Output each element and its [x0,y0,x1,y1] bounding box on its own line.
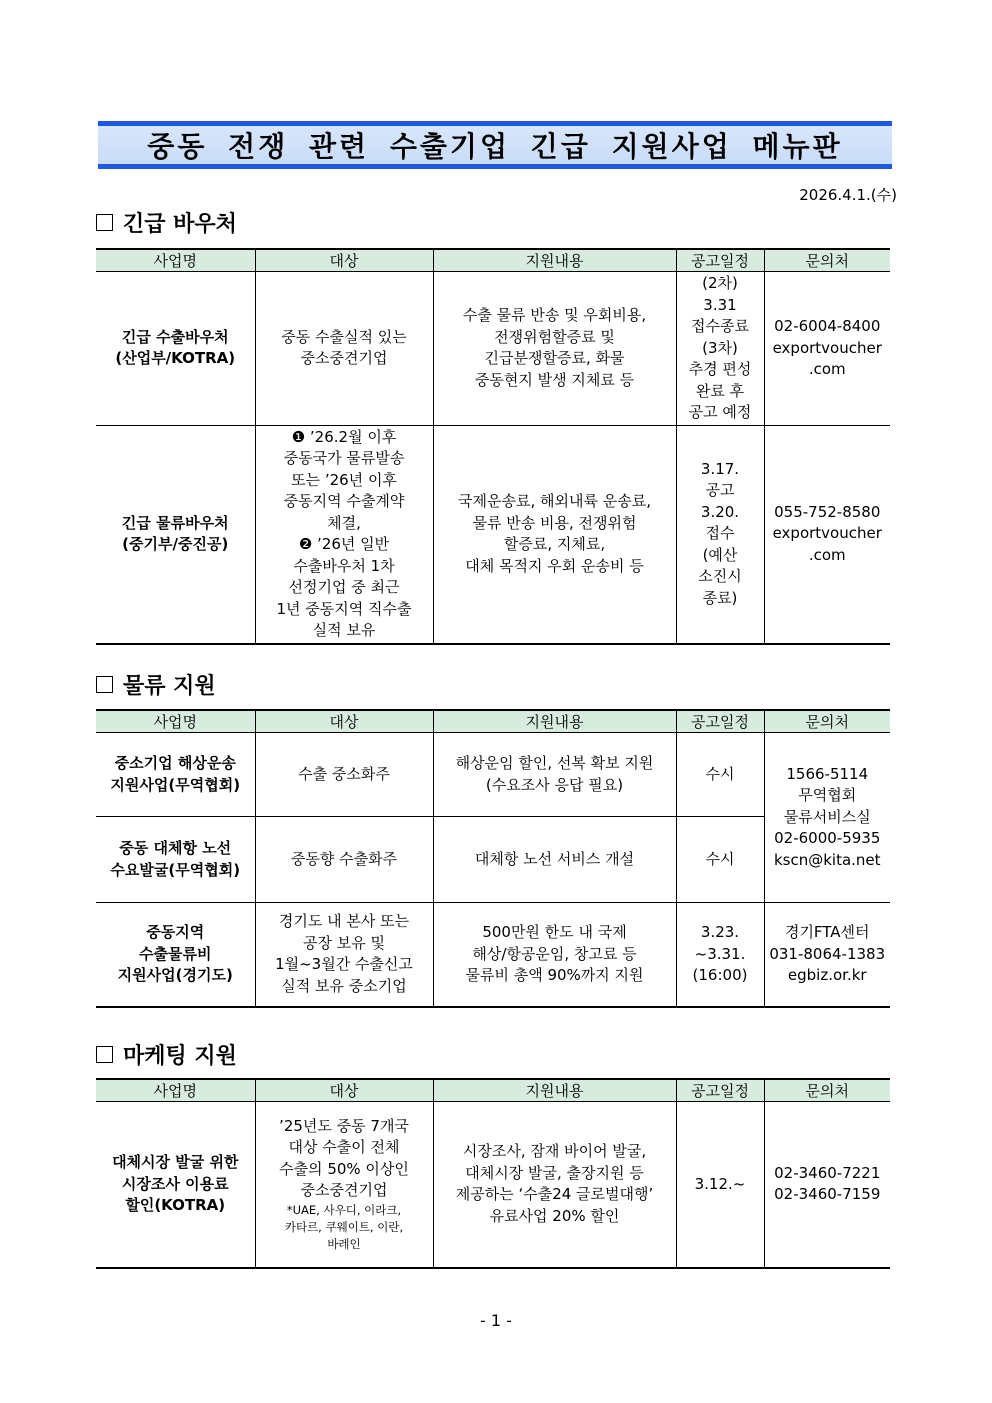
cell-line: 02-6004-8400 [774,317,881,335]
cell-line: 물류서비스실 [783,807,871,826]
cell-line: 물류 반송 비용, 전쟁위험 [472,513,637,532]
section-title: 물류 지원 [123,674,216,699]
cell-line: 031-8064-1383 [769,944,886,963]
cell-line: 공고 [705,481,735,500]
table-row [96,1102,890,1268]
section-title: 마케팅 지원 [123,1044,237,1069]
cell-line: 1566-5114 [786,764,869,783]
cell-line: 긴급분쟁할증료, 화물 [484,349,625,368]
cell-line: 선정기업 중 최근 [288,578,400,596]
section-heading-marketing [96,1039,237,1070]
header-schedule: 공고일정 [676,1079,764,1102]
cell-line: 종료) [702,588,738,607]
cell-line: 완료 후 [695,381,745,400]
cell-line: .com [808,360,846,378]
cell-contact [764,733,890,903]
cell-line: *UAE, 사우디, 이라크, [286,1202,402,1217]
cell-line: 대상 수출이 전체 [288,1138,400,1157]
cell-line: 전쟁위험할증료 및 [494,327,615,346]
cell-line: 3.17. [700,459,740,478]
cell-line: 수출물류비 [139,944,212,963]
cell-line: (16:00) [692,966,748,984]
cell-name [96,903,255,1007]
header-target: 대상 [255,249,433,272]
header-name: 사업명 [96,249,255,272]
cell-line: 500만원 한도 내 국제 [482,923,627,941]
cell-line: (예산 [702,545,738,564]
header-name: 사업명 [96,1079,255,1102]
cell-content [433,903,676,1007]
cell-line: 중동 대체항 노선 [119,839,232,857]
cell-line: 수출바우처 1차 [293,556,395,575]
cell-line: 제공하는 ‘수출24 글로벌대행’ [455,1185,654,1204]
cell-line: 02-3460-7159 [774,1185,881,1204]
cell-contact [764,425,890,644]
cell-line: .com [808,545,846,564]
page-title: 중동 전쟁 관련 수출기업 긴급 지원사업 메뉴판 [147,130,843,163]
table-row [96,903,890,1007]
cell-schedule [676,733,764,817]
cell-name [96,817,255,903]
cell-line: 시장조사, 잠재 바이어 발굴, [462,1142,647,1161]
header-contact: 문의처 [764,710,890,733]
cell-line: 할인(KOTRA) [125,1196,226,1214]
cell-line: 긴급 수출바우처 [121,327,229,346]
cell-line: 긴급 물류바우처 [121,513,229,532]
header-target: 대상 [255,1079,433,1102]
cell-line: 대체 목적지 우회 운송비 등 [465,556,644,575]
cell-line: 실적 보유 [312,621,376,639]
cell-line: 수출 중소화주 [298,764,390,783]
cell-line: 접수 [705,524,735,543]
cell-content [433,733,676,817]
header-content: 지원내용 [433,710,676,733]
cell-line: 경기FTA센터 [784,923,870,941]
cell-line: 물류비 총액 90%까지 지원 [465,966,644,984]
cell-line: 수시 [705,764,735,783]
cell-target [255,272,433,426]
cell-line: (중기부/중진공) [122,535,229,553]
cell-line: (2차) [702,274,738,292]
cell-content [433,272,676,426]
cell-line: 해상운임 할인, 선복 확보 지원 [455,754,654,772]
cell-line: 무역협회 [798,786,857,805]
header-contact: 문의처 [764,249,890,272]
section-heading-logistics [96,669,216,700]
cell-line: ❷ ’26년 일반 [298,535,390,553]
cell-line: 3.31 [703,295,737,314]
cell-target [255,733,433,817]
cell-line: 중소기업 해상운송 [114,754,236,772]
cell-line: 유료사업 20% 할인 [489,1206,620,1225]
cell-contact [764,272,890,426]
cell-line: 소진시 [698,567,742,586]
section-heading-urgent-voucher [96,207,237,238]
cell-line: 중동지역 수출계약 [283,492,405,510]
cell-line: 중동 수출실적 있는 [281,327,407,346]
header-schedule: 공고일정 [676,249,764,272]
cell-line: 대체시장 발굴 위한 [112,1153,239,1171]
cell-line: 02-6000-5935 [774,829,881,848]
cell-target [255,425,433,644]
page-number: - 1 - [480,1311,512,1330]
header-schedule: 공고일정 [676,710,764,733]
cell-line: 바레인 [327,1236,361,1251]
table-row [96,733,890,817]
header-content: 지원내용 [433,249,676,272]
table-row [96,425,890,644]
title-banner [98,121,892,169]
cell-line: 3.23. [700,923,740,941]
cell-schedule [676,425,764,644]
checkbox-square-icon [96,676,113,693]
cell-line: 국제운송료, 해외내륙 운송료, [458,492,651,510]
cell-line: 중동향 수출화주 [290,849,398,868]
cell-line: 중동국가 물류발송 [283,449,405,467]
target-main [259,1116,430,1202]
cell-line: 중소중견기업 [300,349,388,368]
table-header-row [96,710,890,733]
cell-line: 수요발굴(무역협회) [110,860,241,879]
cell-line: ’25년도 중동 7개국 [279,1116,409,1135]
cell-content [433,817,676,903]
cell-content [433,1102,676,1268]
cell-contact [764,903,890,1007]
cell-target [255,1102,433,1268]
cell-line: ❶ ’26.2월 이후 [291,427,397,446]
cell-line: 중동현지 발생 지체료 등 [474,370,635,389]
cell-line: 추경 편성 [688,360,752,378]
header-target: 대상 [255,710,433,733]
cell-line: (산업부/KOTRA) [115,349,236,368]
cell-schedule [676,817,764,903]
cell-line: 시장조사 이용료 [121,1174,229,1193]
cell-line: 055-752-8580 [774,502,881,521]
cell-content [433,425,676,644]
cell-line: 수출의 50% 이상인 [279,1159,409,1178]
section-title: 긴급 바우처 [123,212,237,237]
table-row [96,272,890,426]
cell-line: 1월~3월간 수출신고 [275,955,413,974]
cell-line: 대체항 노선 서비스 개설 [474,849,635,868]
cell-line: (3차) [702,338,738,357]
table-marketing [96,1078,890,1269]
cell-line: ~3.31. [694,944,746,963]
cell-line: 02-3460-7221 [774,1163,881,1182]
cell-name [96,425,255,644]
cell-target [255,817,433,903]
cell-line: 지원사업(무역협회) [110,775,241,794]
cell-contact [764,1102,890,1268]
checkbox-square-icon [96,214,113,231]
cell-schedule [676,272,764,426]
cell-line: 중소중견기업 [300,1181,388,1200]
cell-line: 3.12.~ [694,1174,746,1193]
cell-line: egbiz.or.kr [787,966,867,984]
cell-line: 실적 보유 중소기업 [281,976,407,995]
table-logistics [96,709,890,1008]
cell-schedule [676,903,764,1007]
header-contact: 문의처 [764,1079,890,1102]
cell-line: 해상/항공운임, 창고료 등 [472,944,637,963]
cell-line: 중동지역 [146,923,205,941]
cell-line: 수시 [705,849,735,868]
cell-name [96,1102,255,1268]
cell-line: 카타르, 쿠웨이트, 이란, [284,1219,404,1234]
cell-target [255,903,433,1007]
document-date: 2026.4.1.(수) [799,186,897,204]
table-header-row [96,249,890,272]
cell-schedule [676,1102,764,1268]
cell-line: exportvoucher [772,338,882,357]
cell-line: 수출 물류 반송 및 우회비용, [462,306,647,325]
cell-name [96,733,255,817]
header-name: 사업명 [96,710,255,733]
cell-line: exportvoucher [772,524,882,543]
cell-line: 1년 중동지역 직수출 [276,599,412,618]
cell-line: 또는 ’26년 이후 [291,470,397,489]
cell-line: 경기도 내 본사 또는 [278,912,410,931]
cell-line: (수요조사 응답 필요) [485,775,624,794]
table-urgent-voucher [96,248,890,645]
cell-line: 공장 보유 및 [303,933,385,952]
header-content: 지원내용 [433,1079,676,1102]
table-header-row [96,1079,890,1102]
cell-line: 공고 예정 [688,403,752,421]
cell-line: 대체시장 발굴, 출장지원 등 [465,1163,644,1182]
target-note [259,1202,430,1253]
cell-line: 할증료, 지체료, [503,535,606,553]
cell-line: kscn@kita.net [773,850,881,869]
cell-line: 접수종료 [691,317,749,335]
cell-line: 체결, [327,513,361,532]
checkbox-square-icon [96,1046,113,1063]
cell-line: 3.20. [700,502,740,521]
cell-line: 지원사업(경기도) [117,966,233,984]
cell-name [96,272,255,426]
